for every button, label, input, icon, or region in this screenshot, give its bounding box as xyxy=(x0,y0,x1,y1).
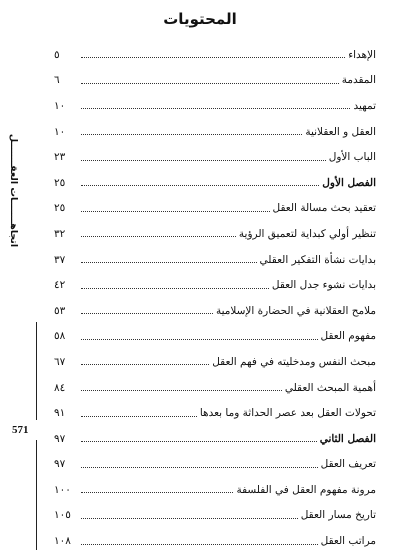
page-title: المحتويات xyxy=(163,10,237,28)
toc-entry-title: تعقيد بحث مسالة العقل xyxy=(272,202,376,215)
toc-entry-page: ١٠٥ xyxy=(54,509,71,522)
toc-leader-dots xyxy=(81,211,270,212)
toc-entry xyxy=(54,452,376,478)
toc-entry-title: مراتب العقل xyxy=(320,535,376,548)
toc-entry xyxy=(54,528,376,554)
toc-entry-page: ٦٧ xyxy=(54,355,66,368)
toc-entry xyxy=(54,170,376,196)
toc-entry-page: ١٠ xyxy=(54,99,66,112)
toc-entry xyxy=(54,196,376,222)
toc-entry-page: ٣٢ xyxy=(54,227,66,240)
side-rule-bottom xyxy=(36,440,37,550)
toc-entry xyxy=(54,247,376,273)
toc-leader-dots xyxy=(81,441,317,442)
toc-entry-page: ١٠٠ xyxy=(54,483,71,496)
running-header xyxy=(2,100,26,280)
toc-entry xyxy=(54,221,376,247)
toc-entry xyxy=(54,144,376,170)
toc-entry-title: ملامح العقلانية في الحضارة الإسلامية xyxy=(215,304,376,317)
toc-entry-page: ١٠٨ xyxy=(54,535,71,548)
toc-entry-page: ٢٣ xyxy=(54,151,66,164)
toc-entry-title: الفصل الثاني xyxy=(319,432,376,445)
toc-leader-dots xyxy=(81,236,236,237)
toc-entry-title: الإهداء xyxy=(348,48,376,61)
toc-entry xyxy=(54,42,376,68)
toc-leader-dots xyxy=(81,364,209,365)
toc-entry xyxy=(54,119,376,145)
toc-entry-title: تنظير أولي كبداية لتعميق الرؤية xyxy=(238,227,376,240)
toc-entry-title: تعريف العقل xyxy=(320,458,376,471)
toc-entry-page: ٩١ xyxy=(54,407,66,420)
toc-entry-title: المقدمة xyxy=(341,74,376,87)
toc-entry-title: تاريخ مسار العقل xyxy=(300,509,376,522)
toc-entry-page: ٣٧ xyxy=(54,253,66,266)
toc-entry-title: تحولات العقل بعد عصر الحداثة وما بعدها xyxy=(199,407,376,420)
toc-entry-page: ١٠ xyxy=(54,125,66,138)
toc-leader-dots xyxy=(81,160,326,161)
toc-leader-dots xyxy=(81,492,233,493)
side-rule-top xyxy=(36,322,37,420)
toc-leader-dots xyxy=(81,544,318,545)
toc-entry-title: العقل و العقلانية xyxy=(305,125,376,138)
toc-leader-dots xyxy=(81,288,269,289)
toc-entry-title: الباب الأول xyxy=(328,151,376,164)
toc-entry-page: ٤٢ xyxy=(54,279,66,292)
toc-leader-dots xyxy=(81,262,257,263)
toc-leader-dots xyxy=(81,313,213,314)
toc-entry-page: ٢٥ xyxy=(54,202,66,215)
toc-entry xyxy=(54,68,376,94)
toc-entry-title: مرونة مفهوم العقل في الفلسفة xyxy=(236,483,376,496)
toc-entry xyxy=(54,349,376,375)
toc-entry xyxy=(54,272,376,298)
toc-entry-page: ٥٣ xyxy=(54,304,66,317)
toc-entry xyxy=(54,426,376,452)
toc-entry-page: ٥٨ xyxy=(54,330,66,343)
toc-entry-page: ٩٧ xyxy=(54,432,66,445)
toc-leader-dots xyxy=(81,108,350,109)
toc-entry xyxy=(54,477,376,503)
running-header-text: اتجاهـــــــات العقـــــــل xyxy=(8,133,20,247)
toc-entry xyxy=(54,298,376,324)
table-of-contents xyxy=(54,42,376,554)
toc-leader-dots xyxy=(81,416,197,417)
toc-entry-page: ٥ xyxy=(54,48,60,61)
toc-leader-dots xyxy=(81,339,318,340)
toc-leader-dots xyxy=(81,83,339,84)
toc-entry xyxy=(54,400,376,426)
toc-entry-title: مبحث النفس ومدخليته في فهم العقل xyxy=(212,355,376,368)
toc-entry-title: بدايات نشوء جدل العقل xyxy=(271,279,376,292)
toc-leader-dots xyxy=(81,518,298,519)
toc-entry xyxy=(54,503,376,529)
toc-leader-dots xyxy=(81,57,345,58)
toc-entry-title: بدايات نشأة التفكير العقلي xyxy=(259,253,376,266)
toc-leader-dots xyxy=(81,390,282,391)
toc-entry-title: الفصل الأول xyxy=(322,176,376,189)
toc-entry-title: مفهوم العقل xyxy=(320,330,376,343)
toc-entry xyxy=(54,93,376,119)
toc-entry-page: ٨٤ xyxy=(54,381,66,394)
toc-leader-dots xyxy=(81,467,318,468)
toc-entry-page: ٦ xyxy=(54,74,60,87)
toc-entry-page: ٩٧ xyxy=(54,458,66,471)
toc-entry-title: تمهيد xyxy=(353,99,376,112)
toc-entry xyxy=(54,375,376,401)
toc-entry xyxy=(54,324,376,350)
toc-leader-dots xyxy=(81,134,302,135)
page-number: 571 xyxy=(12,424,29,436)
toc-entry-page: ٢٥ xyxy=(54,176,66,189)
toc-leader-dots xyxy=(81,185,319,186)
toc-entry-title: أهمية المبحث العقلي xyxy=(284,381,376,394)
